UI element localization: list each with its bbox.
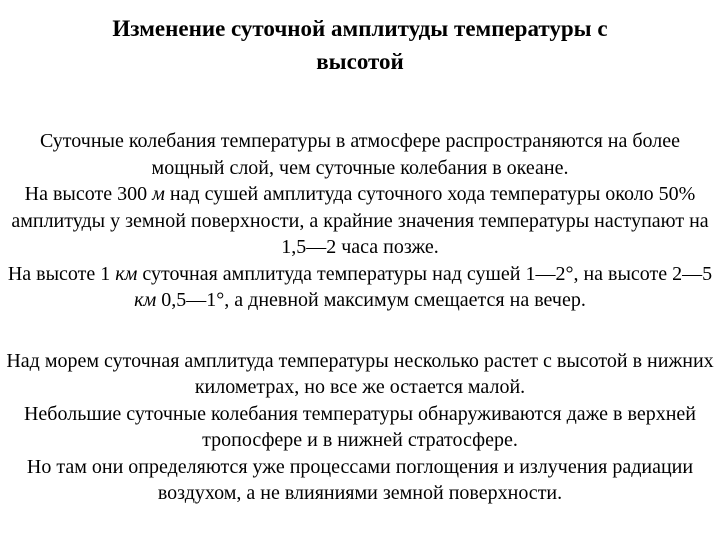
p3-unit-1: км [115, 262, 138, 285]
p3-text-b: суточная амплитуда температуры над сушей 1—2°, на высоте 2—5 [137, 262, 713, 285]
paragraph-300m [0, 181, 720, 261]
paragraph-sea: Над морем суточная амплитуда температуры несколько растет с высотой в нижних километрах, но все же остается малой. [6, 349, 714, 398]
p3-unit-2: км [134, 289, 157, 311]
slide-body [0, 128, 720, 507]
p2-unit: м [152, 183, 165, 205]
p3-text-c: 0,5—1°, а дневной максимум смещается на вечер. [156, 289, 586, 311]
p2-text-a: На высоте 300 [24, 183, 153, 205]
paragraph-atmosphere-layer: Суточные колебания температуры в атмосфере распространяются на более мощный слой, чем суточные колебания в океане. [39, 130, 681, 179]
paragraph-1km [0, 261, 720, 314]
paragraph-upper-troposphere: Небольшие суточные колебания температуры обнаруживаются даже в верхней тропосфере и в нижней стратосфере. [23, 402, 696, 451]
slide-title [40, 12, 680, 78]
p2-text-b: над сушей амплитуда суточного хода температуры около 50% амплитуды у земной поверхности, а крайние значения температуры наступают на 1,5—2 часа позже. [11, 183, 709, 258]
paragraph-radiation: Но там они определяются уже процессами поглощения и излучения радиации воздухом, а не влияниями земной поверхности. [26, 455, 694, 504]
p3-text-a: На высоте 1 [7, 262, 116, 285]
title-line-1: Изменение суточной амплитуды температуры с [112, 16, 608, 41]
title-line-2: высотой [316, 49, 404, 74]
paragraph-gap [0, 314, 720, 348]
